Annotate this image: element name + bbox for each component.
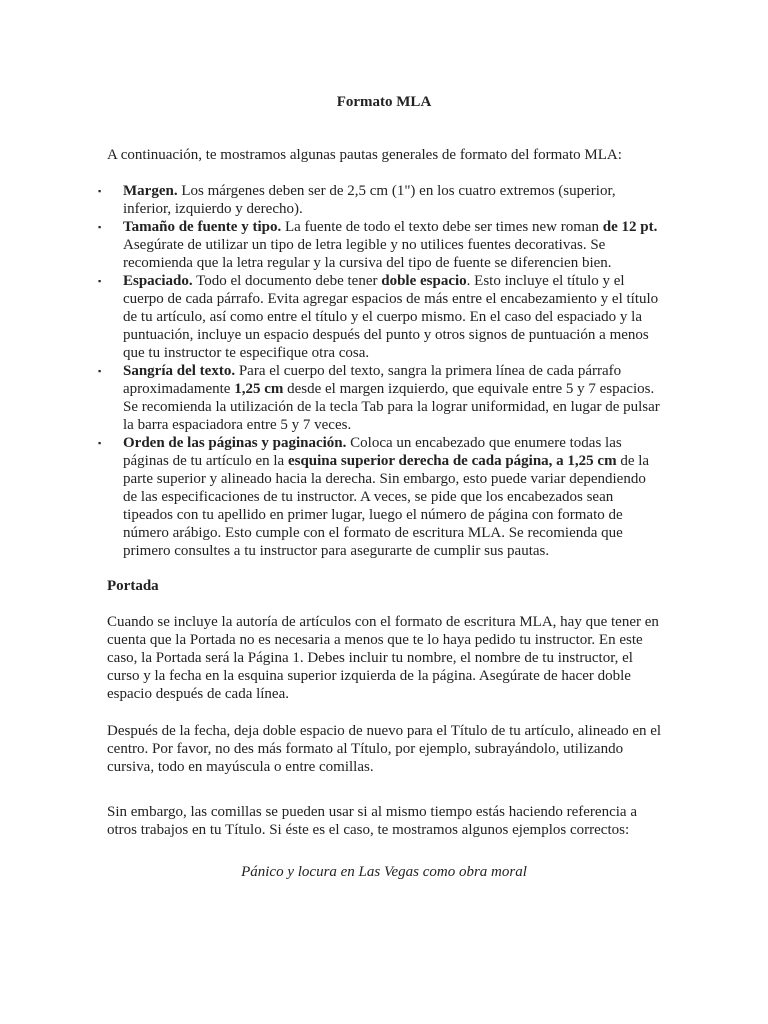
bullet-text: de la parte superior y alineado hacia la derecha. Sin embargo, esto puede variar dependiendo de las especificaciones de tu instructor. A veces, se pide que los encabezados sean tipeados con tu apellido en primer lugar, luego el número de página con formato de número arábigo. Esto cumple con el formato de escritura MLA. Se recomienda que primero consultes a tu instructor para asegurarte de cumplir sus pautas.	[123, 453, 650, 559]
bullet-label: Espaciado.	[123, 273, 193, 289]
example-title: Pánico y locura en Las Vegas como obra moral	[241, 864, 527, 880]
body-paragraph: Después de la fecha, deja doble espacio de nuevo para el Título de tu artículo, alineado en el centro. Por favor, no des más formato al Título, por ejemplo, subrayándolo, utilizando cursiva, todo en mayúscula o entre comillas.	[107, 723, 662, 775]
bullet-icon: ▪	[98, 186, 102, 196]
bullet-icon: ▪	[98, 222, 102, 232]
bullet-text: Coloca un encabezado que enumere todas las páginas de tu artículo en la	[123, 435, 622, 469]
bullet-label: Tamaño de fuente y tipo.	[123, 219, 282, 235]
bullet-emphasis: doble espacio	[381, 273, 467, 289]
document-title: Formato MLA	[336, 94, 432, 110]
section-heading-portada: Portada	[107, 578, 159, 594]
bullet-icon: ▪	[98, 276, 102, 286]
body-paragraph: Cuando se incluye la autoría de artículos con el formato de escritura MLA, hay que tener en cuenta que la Portada no es necesaria a menos que te lo haya pedido tu instructor. En este caso, la Portada será la Página 1. Debes incluir tu nombre, el nombre de tu instructor, el curso y la fecha en la esquina superior izquierda de la página. Asegúrate de hacer doble espacio después de cada línea.	[107, 614, 659, 702]
bullet-emphasis: 1,25 cm	[234, 381, 284, 397]
list-item	[98, 362, 663, 434]
body-paragraph: Sin embargo, las comillas se pueden usar si al mismo tiempo estás haciendo referencia a otros trabajos en tu Título. Si éste es el caso, te mostramos algunos ejemplos correctos:	[107, 804, 637, 838]
intro-paragraph: A continuación, te mostramos algunas pautas generales de formato del formato MLA:	[107, 147, 622, 163]
bullet-text: La fuente de todo el texto debe ser times new roman	[281, 219, 603, 235]
list-item	[98, 272, 663, 362]
bullet-icon: ▪	[98, 438, 102, 448]
bullet-text: . Esto incluye el título y el cuerpo de cada párrafo. Evita agregar espacios de más entre el encabezamiento y el título de tu artículo, así como entre el título y el cuerpo mismo. En el caso del espaciado y la puntuación, incluye un espacio después del punto y otros signos de puntuación a menos que tu instructor te especifique otra cosa.	[123, 273, 659, 361]
guidelines-list	[98, 182, 663, 560]
bullet-label: Orden de las páginas y paginación.	[123, 435, 347, 451]
bullet-label: Margen.	[123, 183, 178, 199]
bullet-label: Sangría del texto.	[123, 363, 236, 379]
bullet-text: desde el margen izquierdo, que equivale entre 5 y 7 espacios. Se recomienda la utilización de la tecla Tab para la lograr uniformidad, en lugar de pulsar la barra espaciadora entre 5 y 7 veces.	[123, 381, 660, 433]
bullet-emphasis: de 12 pt.	[602, 219, 658, 235]
list-item	[98, 182, 663, 218]
bullet-text: Asegúrate de utilizar un tipo de letra legible y no utilices fuentes decorativas. Se recomienda que la letra regular y la cursiva del tipo de fuente se diferencien bien.	[123, 237, 612, 271]
bullet-text: Todo el documento debe tener	[192, 273, 382, 289]
bullet-text: Los márgenes deben ser de 2,5 cm (1") en los cuatro extremos (superior, inferior, izquierdo y derecho).	[123, 183, 616, 217]
list-item	[98, 218, 663, 272]
bullet-text: Para el cuerpo del texto, sangra la primera línea de cada párrafo aproximadamente	[123, 363, 622, 397]
list-item	[98, 434, 663, 560]
bullet-emphasis: esquina superior derecha de cada página, a 1,25 cm	[287, 453, 617, 469]
bullet-icon: ▪	[98, 366, 102, 376]
